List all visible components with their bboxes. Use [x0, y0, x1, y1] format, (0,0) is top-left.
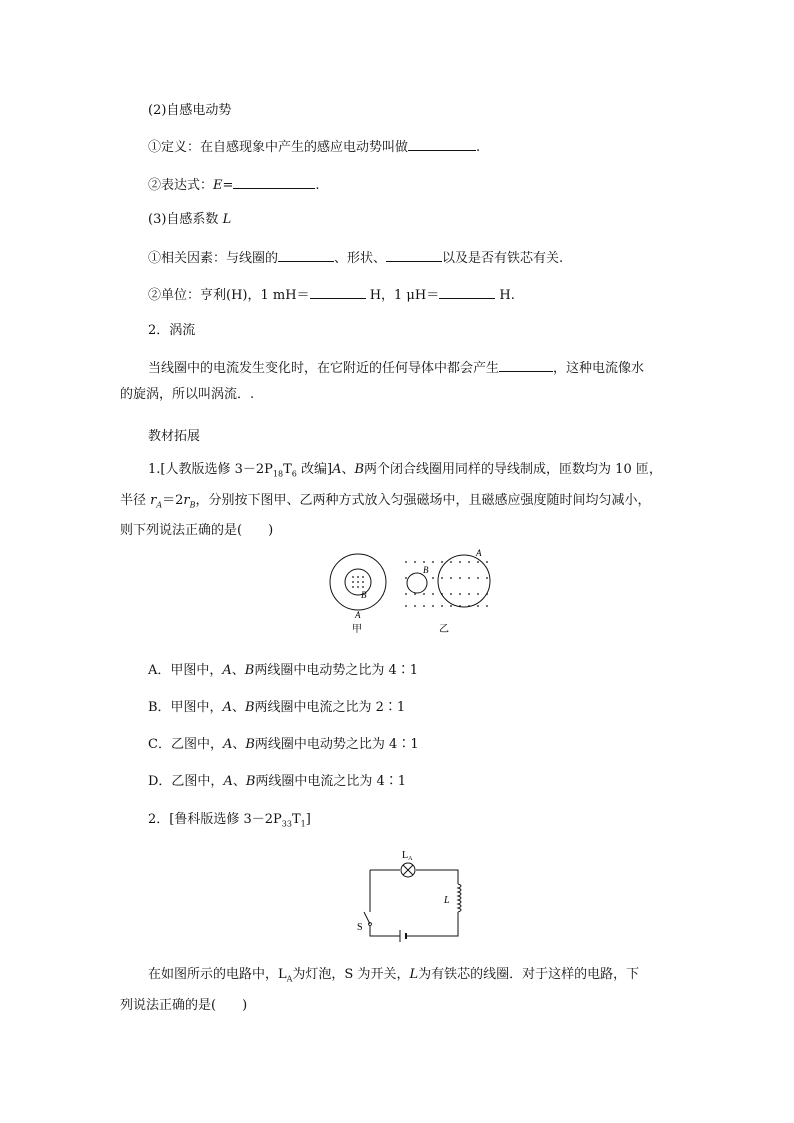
eddy-text-line2: 的旋涡，所以叫涡流．.: [120, 387, 255, 402]
q1-coil-a: A: [332, 462, 342, 477]
option-d-coil-a: A: [223, 774, 233, 789]
equals-sign: =: [222, 178, 234, 193]
q2-source-t: T: [291, 812, 301, 827]
q2-body-text: 在如图所示的电路中，L: [148, 967, 287, 982]
question-2-body: [120, 962, 680, 1019]
q1-ra-sub: A: [156, 500, 163, 510]
unit-blank-1[interactable]: [310, 285, 366, 299]
option-c-prefix: C．乙图中，: [148, 737, 223, 752]
option-d-coil-b: B: [245, 774, 256, 789]
coef-heading: [148, 211, 231, 229]
q1-rb: r: [183, 492, 190, 508]
label-a-jia: A: [355, 610, 361, 620]
option-c-sep: 、: [232, 737, 246, 752]
question-1-line-2: [120, 488, 680, 519]
q1-coil-b: B: [354, 462, 365, 477]
eddy-heading: 2．涡流: [148, 323, 196, 338]
definition-text: ①定义：在自感现象中产生的感应电动势叫做: [148, 140, 409, 155]
option-a-coil-a: A: [222, 663, 232, 678]
question-1: [120, 457, 680, 544]
unit-end: H.: [495, 288, 515, 303]
option-c-coil-b: B: [245, 737, 255, 752]
q2-sub-page: 33: [281, 819, 292, 829]
self-emf-expression: [148, 175, 320, 195]
label-yi: 乙: [439, 624, 449, 635]
option-a-coil-b: B: [244, 663, 255, 678]
q1-sep: 、: [341, 462, 355, 477]
q1-radius: 半径: [120, 492, 151, 508]
q2-sub-number: 1: [300, 819, 306, 829]
unit-mid: H，1 μH＝: [365, 288, 440, 303]
q1-sub-page: 18: [272, 469, 284, 479]
coef-variable: L: [222, 212, 232, 227]
self-emf-definition: [148, 137, 480, 157]
battery-icon: [400, 930, 406, 942]
option-b[interactable]: [148, 699, 405, 717]
option-a-sep: 、: [231, 663, 245, 678]
lamp-icon: [401, 863, 415, 877]
q1-eq: ＝2: [162, 492, 184, 508]
definition-blank[interactable]: [408, 137, 476, 151]
option-d-prefix: D．乙图中，: [148, 774, 224, 789]
q2-body-sub: A: [286, 974, 293, 984]
question-1-line-1: [120, 457, 680, 488]
option-b-text: 两线圈中电流之比为 2∶1: [254, 700, 406, 715]
label-b-yi: B: [423, 565, 429, 575]
factors-blank-1[interactable]: [278, 248, 334, 262]
q1-rb-sub: B: [189, 500, 196, 510]
eddy-paragraph: [120, 356, 680, 408]
q1-text-2: ，分别按下图甲、乙两种方式放入匀强磁场中，且磁感应强度随时间均匀减小，: [195, 492, 651, 508]
q2-source-end: ]: [305, 812, 311, 827]
question-2-line-2: 列说法正确的是( ): [120, 997, 248, 1013]
unit-text: ②单位：亨利(H)，1 mH＝: [148, 288, 310, 303]
factors-blank-2[interactable]: [386, 248, 442, 262]
coef-heading-text: (3)自感系数: [148, 212, 223, 227]
switch-label: S: [357, 922, 363, 933]
factors-mid: 、形状、: [334, 251, 387, 266]
q1-source-t: T: [283, 462, 292, 477]
option-a-text: 两线圈中电动势之比为 4∶1: [254, 663, 419, 678]
option-c-text: 两线圈中电动势之比为 4∶1: [254, 737, 419, 752]
q2-source: 2．[鲁科版选修 3－2P: [148, 812, 282, 827]
option-d-text: 两线圈中电流之比为 4∶1: [255, 774, 407, 789]
figure-jia: [330, 554, 386, 635]
q2-body-l: L: [409, 967, 419, 982]
option-a-prefix: A．甲图中，: [148, 663, 223, 678]
self-emf-heading: (2)自感电动势: [148, 103, 232, 118]
textbook-heading: 教材拓展: [148, 429, 201, 444]
label-b-jia: B: [361, 590, 367, 600]
q1-source: 1.[人教版选修 3－2P: [148, 462, 273, 477]
option-a[interactable]: [148, 662, 418, 680]
label-jia: 甲: [352, 624, 362, 635]
option-d[interactable]: [148, 773, 406, 791]
factors-text: ①相关因素：与线圈的: [148, 251, 279, 266]
field-dots-jia: [352, 576, 364, 588]
option-b-coil-a: A: [222, 700, 232, 715]
coil-a-yi: [438, 555, 490, 607]
question-2-line-1: [120, 962, 680, 993]
coil-b-yi: [407, 573, 427, 593]
q2-body-text-2: 为灯泡，S 为开关，: [292, 967, 410, 982]
q1-ra: r: [150, 492, 157, 508]
eddy-text: 当线圈中的电流发生变化时，在它附近的任何导体中都会产生: [148, 361, 500, 376]
expression-text: ②表达式：: [148, 178, 214, 193]
q2-body-text-3: 为有铁芯的线圈．对于这样的电路，下: [418, 967, 640, 982]
option-c[interactable]: [148, 736, 419, 754]
coef-factors: [148, 248, 563, 268]
q1-source-end: 改编]: [296, 462, 333, 477]
switch-icon: [364, 912, 372, 926]
option-d-sep: 、: [232, 774, 246, 789]
eddy-blank[interactable]: [499, 358, 553, 372]
lamp-label: $L_A$: [402, 850, 413, 862]
q1-text: 两个闭合线圈用同样的导线制成，匝数均为 10 匝，: [364, 462, 662, 477]
question-1-line-3: 则下列说法正确的是( ): [120, 523, 274, 539]
figure-yi: [405, 548, 490, 635]
factors-end: 以及是否有铁芯有关.: [442, 251, 564, 266]
option-b-coil-b: B: [244, 700, 255, 715]
coil-label: L: [444, 895, 450, 906]
eddy-text-end: ，这种电流像水: [553, 361, 645, 376]
expression-end: .: [315, 178, 320, 193]
option-c-coil-a: A: [222, 737, 233, 752]
circuit-figure: [350, 846, 475, 946]
definition-end: .: [476, 140, 481, 155]
coil-field-figure: [320, 548, 505, 638]
q1-sub-number: 6: [291, 469, 297, 479]
coef-unit: [148, 285, 515, 305]
option-b-prefix: B．甲图中，: [148, 700, 223, 715]
expression-blank[interactable]: [233, 175, 315, 189]
inductor-coil-icon: [458, 884, 461, 912]
question-2-heading: [148, 811, 311, 834]
unit-blank-2[interactable]: [439, 285, 495, 299]
label-a-yi: A: [476, 548, 482, 558]
emf-variable: E: [213, 178, 223, 193]
option-b-sep: 、: [231, 700, 245, 715]
